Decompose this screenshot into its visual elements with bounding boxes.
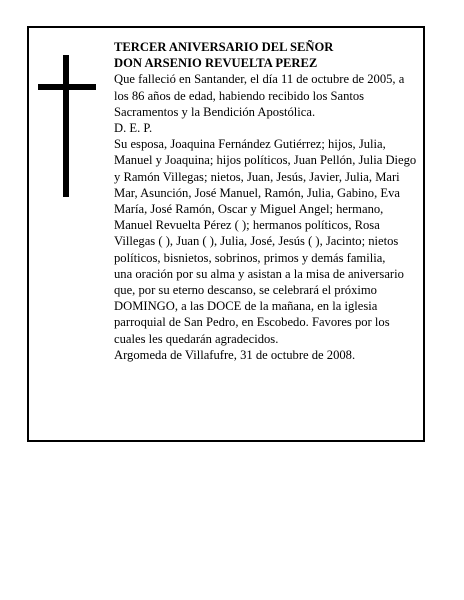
obituary-text (114, 39, 420, 363)
title-line-2: DON ARSENIO REVUELTA PEREZ (114, 56, 318, 71)
cross-icon (63, 55, 69, 197)
family-list: Su esposa, Joaquina Fernández Gutiérrez; hijos, Julia, Manuel y Joaquina; hijos políticos, Juan Pellón, Julia Diego y Ramón Villegas; nietos, Juan, Jesús, Javier, Julia, Mari Mar, Asunción, José Manuel, Ramón, Julia, Gabino, Eva María, José Ramón, Oscar y Miguel Angel; hermano, Manuel Revuelta Pérez ( ); hermanos políticos, Rosa Villegas ( ), Juan ( ), Julia, José, Jesús ( ), Jacinto; nietos políticos, bisnietos, sobrinos, primos y demás familia, (114, 137, 417, 265)
dep-line: D. E. P. (114, 121, 153, 136)
place-date: Argomeda de Villafufre, 31 de octubre de 2008. (114, 347, 356, 362)
mass-request: una oración por su alma y asistan a la misa de aniversario que, por su eterno descanso, se celebrará el próximo DOMINGO, a las DOCE de la mañana, en la iglesia parroquial de San Pedro, en Escobedo. Favores por los cuales les quedarán agradecidos. (114, 266, 404, 346)
cross-icon-bar (38, 84, 96, 90)
death-statement: Que falleció en Santander, el día 11 de octubre de 2005, a los 86 años de edad, habiendo recibido los Santos Sacramentos y la Bendición Apostólica. (114, 72, 405, 119)
title-line-1: TERCER ANIVERSARIO DEL SEÑOR (114, 40, 334, 54)
